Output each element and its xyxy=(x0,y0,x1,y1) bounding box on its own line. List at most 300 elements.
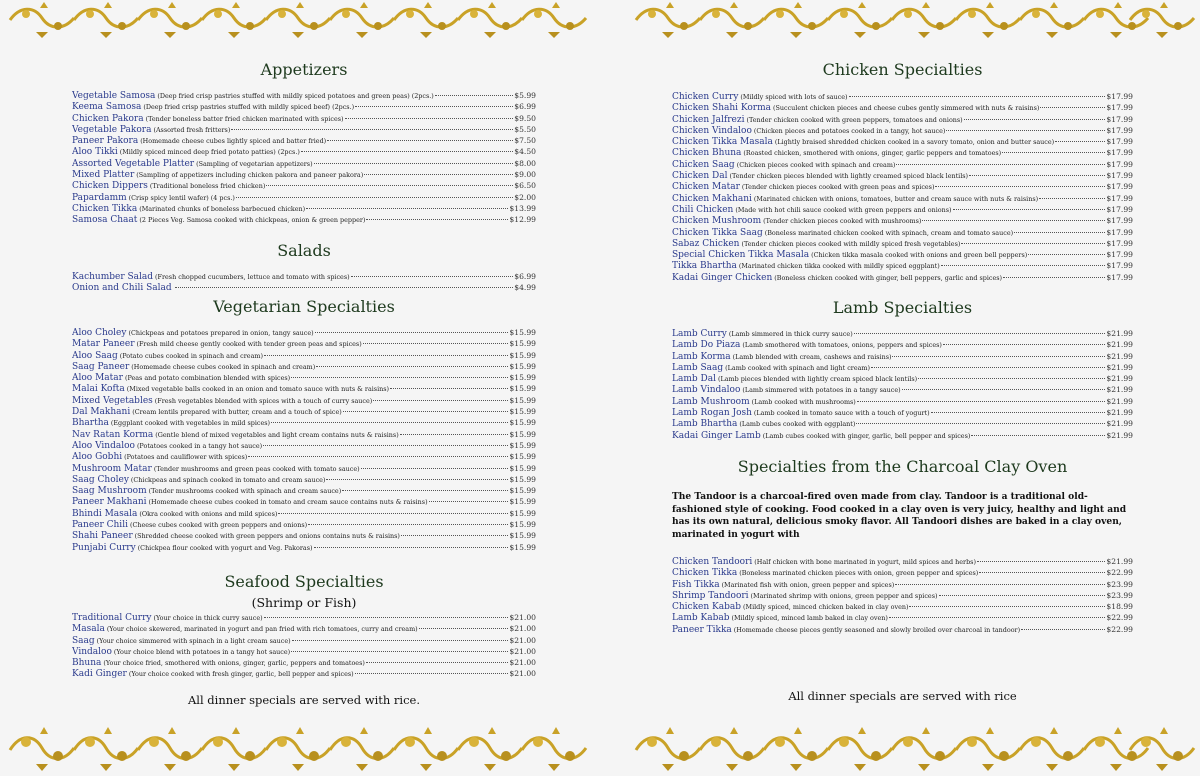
menu-item xyxy=(72,338,536,349)
menu-item-price: $15.99 xyxy=(509,407,536,417)
menu-item-name: Chicken Makhani xyxy=(672,193,752,204)
menu-item xyxy=(72,214,536,225)
dot-leader xyxy=(1002,152,1105,153)
menu-item-price: $6.99 xyxy=(514,102,536,112)
menu-item xyxy=(672,227,1133,238)
dot-leader xyxy=(364,174,513,175)
menu-item-price: $7.50 xyxy=(514,136,536,146)
menu-item-price: $15.99 xyxy=(509,350,536,360)
menu-item xyxy=(72,113,536,124)
menu-item-name: Saag Paneer xyxy=(72,361,130,372)
menu-item xyxy=(672,181,1133,192)
menu-item-name: Chicken Bhuna xyxy=(672,148,742,159)
menu-item xyxy=(72,372,536,383)
menu-item-price: $17.99 xyxy=(1106,182,1133,192)
menu-item-name: Shahi Paneer xyxy=(72,531,133,542)
dot-leader xyxy=(308,524,508,525)
menu-item xyxy=(72,158,536,169)
dot-leader xyxy=(236,197,513,198)
menu-item-price: $21.99 xyxy=(1106,329,1133,338)
menu-item-name: Lamb Saag xyxy=(672,362,724,373)
dot-leader xyxy=(961,243,1105,244)
dot-leader xyxy=(314,163,514,164)
menu-item-description: (Peas and potato combination blended with spices) xyxy=(124,374,291,383)
menu-item xyxy=(72,635,536,646)
dot-leader xyxy=(909,606,1105,607)
dot-leader xyxy=(355,673,509,674)
menu-item xyxy=(72,271,536,282)
dot-leader xyxy=(849,96,1106,97)
menu-item-price: $17.99 xyxy=(1106,92,1133,101)
dot-leader xyxy=(419,628,509,629)
ornamental-border-bottom xyxy=(0,724,1200,776)
menu-item-description: (Assorted fresh fritters) xyxy=(153,125,231,134)
menu-item-price: $18.99 xyxy=(1106,602,1133,612)
menu-item-price: $21.00 xyxy=(509,646,536,656)
menu-item-description: (Tender boneless batter fried chicken marinated with spices) xyxy=(145,114,344,123)
dot-leader xyxy=(326,479,508,480)
menu-item-price: $17.99 xyxy=(1106,193,1133,203)
menu-item-name: Lamb Kabab xyxy=(672,613,730,624)
dot-leader xyxy=(918,378,1105,379)
dot-leader xyxy=(977,561,1105,562)
dot-leader xyxy=(264,617,509,618)
menu-item-name: Kadai Ginger Chicken xyxy=(672,272,773,283)
menu-item-name: Aloo Saag xyxy=(72,350,118,361)
menu-item xyxy=(672,114,1133,125)
dot-leader xyxy=(401,535,509,536)
menu-item-description: (Marinated chicken tikka cooked with mildly spiced eggplant) xyxy=(738,262,940,271)
menu-item-description: (Fresh vegetables blended with spices with a touch of curry sauce) xyxy=(154,396,373,405)
menu-item-description: (Tender chicken pieces cooked with mushrooms) xyxy=(763,217,922,226)
menu-item-description: (Half chicken with bone marinated in yogurt, mild spices and herbs) xyxy=(754,558,976,566)
menu-item-price: $15.99 xyxy=(509,474,536,484)
menu-item-name: Punjabi Curry xyxy=(72,542,136,553)
menu-item-name: Chicken Tikka Masala xyxy=(672,137,773,148)
menu-item-price: $21.00 xyxy=(509,658,536,668)
menu-item-name: Malai Kofta xyxy=(72,384,125,395)
right-rice-note: All dinner specials are served with rice xyxy=(788,689,1017,703)
dot-leader xyxy=(291,651,508,652)
menu-item-description: (Marinated chunks of boneless barbecued chicken) xyxy=(139,204,306,213)
menu-item-name: Papardamm xyxy=(72,192,127,203)
tandoor-list xyxy=(672,556,1133,635)
menu-item-description: (Homemade cheese cubes cooked in spinach and cream) xyxy=(131,362,316,371)
menu-item-name: Chicken Tikka xyxy=(672,568,738,579)
menu-item xyxy=(72,169,536,180)
menu-item-name: Bhartha xyxy=(72,418,109,429)
dot-leader xyxy=(964,119,1106,120)
menu-item-price: $9.50 xyxy=(514,113,536,123)
menu-item-description: (Boneless chicken cooked with ginger, bell peppers, garlic and spices) xyxy=(774,273,1003,282)
menu-item-price: $21.00 xyxy=(509,669,536,679)
menu-item-price: $4.50 xyxy=(514,147,536,157)
menu-item-price: $21.00 xyxy=(509,624,536,634)
menu-item-price: $21.00 xyxy=(509,635,536,645)
menu-item-price: $21.99 xyxy=(1106,362,1133,372)
menu-item-name: Paneer Pakora xyxy=(72,136,139,147)
menu-item xyxy=(72,508,536,519)
menu-item-price: $15.99 xyxy=(509,395,536,405)
dot-leader xyxy=(979,572,1105,573)
menu-item-price: $17.99 xyxy=(1106,216,1133,226)
menu-item xyxy=(672,430,1133,441)
menu-item-price: $15.99 xyxy=(509,486,536,496)
menu-item-price: $15.99 xyxy=(509,463,536,473)
menu-item xyxy=(72,406,536,417)
menu-item-price: $15.99 xyxy=(509,418,536,428)
menu-item-name: Lamb Korma xyxy=(672,351,731,362)
menu-item-price: $13.99 xyxy=(509,203,536,213)
dot-leader xyxy=(400,434,509,435)
vegetarian-title: Vegetarian Specialties xyxy=(213,297,395,316)
menu-item-name: Lamb Rogan Josh xyxy=(672,408,752,419)
menu-item-price: $17.99 xyxy=(1106,125,1133,135)
dot-leader xyxy=(854,333,1106,334)
menu-item-price: $15.99 xyxy=(509,328,536,337)
menu-item-price: $22.99 xyxy=(1106,613,1133,623)
menu-item-description: (Crisp spicy lentil wafer) (4 pcs.) xyxy=(128,193,235,202)
menu-item-description: (Chickpeas and spinach cooked in tomato and cream sauce) xyxy=(130,475,326,484)
menu-item xyxy=(672,91,1133,102)
dot-leader xyxy=(889,617,1106,618)
menu-item-price: $2.00 xyxy=(514,192,536,202)
menu-item xyxy=(672,339,1133,350)
menu-item-description: (Sampling of appetizers including chicken pakora and paneer pakora) xyxy=(136,171,364,180)
menu-item-description: (Lamb cubes cooked with ginger, garlic, bell pepper and spices) xyxy=(762,431,971,440)
menu-item-name: Aloo Gobhi xyxy=(72,452,123,463)
dot-leader xyxy=(345,118,514,119)
menu-item-name: Chicken Curry xyxy=(672,92,739,102)
menu-item-price: $17.99 xyxy=(1106,261,1133,271)
dot-leader xyxy=(366,219,508,220)
dot-leader xyxy=(871,367,1105,368)
menu-item xyxy=(72,485,536,496)
menu-item-description: (Homemade cheese cubes cooked in tomato and cream sauce contains nuts & raisins) xyxy=(148,498,428,507)
menu-item-description: (Lamb cooked with spinach and light cream) xyxy=(725,363,870,372)
menu-item xyxy=(672,125,1133,136)
menu-item-name: Fish Tikka xyxy=(672,579,720,590)
menu-item-description: (Tender chicken pieces cooked with mildly spiced fresh vegetables) xyxy=(741,239,961,248)
dot-leader xyxy=(1039,198,1105,199)
dot-leader xyxy=(264,355,508,356)
menu-item-description: (Marinated fish with onion, green pepper and spices) xyxy=(721,580,895,589)
menu-item xyxy=(72,124,536,135)
menu-item-description: (Your choice blend with potatoes in a tangy hot sauce) xyxy=(113,647,291,656)
menu-item-price: $23.99 xyxy=(1106,590,1133,600)
menu-item-description: (Tender mushrooms and green peas cooked with tomato sauce) xyxy=(153,464,360,473)
menu-item xyxy=(72,440,536,451)
menu-item xyxy=(72,612,536,623)
salads-list xyxy=(72,271,536,294)
menu-item xyxy=(672,215,1133,226)
menu-item-price: $5.99 xyxy=(514,91,536,100)
menu-item-description: (Your choice fried, smothered with onions, ginger, garlic, peppers and tomatoes) xyxy=(103,659,365,668)
dot-leader xyxy=(231,129,513,130)
chicken-title: Chicken Specialties xyxy=(822,60,983,79)
menu-item-description: (Tender mushrooms cooked with spinach and cream sauce) xyxy=(148,487,342,496)
menu-item-price: $21.99 xyxy=(1106,374,1133,384)
menu-item-name: Lamb Mushroom xyxy=(672,396,750,407)
appetizers-title: Appetizers xyxy=(260,60,348,79)
menu-item-description: (Your choice skewered, marinated in yogurt and pan fried with rich tomatoes, curry and cream) xyxy=(106,625,418,634)
menu-item-name: Saag Mushroom xyxy=(72,486,147,497)
menu-item-description: (Lamb cubes cooked with eggplant) xyxy=(739,420,856,429)
dot-leader xyxy=(342,490,508,491)
menu-item xyxy=(672,147,1133,158)
dot-leader xyxy=(969,175,1105,176)
dot-leader xyxy=(922,220,1105,221)
menu-item-price: $21.00 xyxy=(509,613,536,622)
menu-item-price: $17.99 xyxy=(1106,238,1133,248)
menu-item xyxy=(672,624,1133,635)
menu-item-name: Matar Paneer xyxy=(72,339,135,350)
menu-item xyxy=(672,362,1133,373)
dot-leader xyxy=(971,435,1105,436)
dot-leader xyxy=(306,208,508,209)
menu-item-name: Sabaz Chicken xyxy=(672,238,740,249)
menu-item-price: $17.99 xyxy=(1106,137,1133,147)
menu-item-price: $15.99 xyxy=(509,440,536,450)
menu-item-price: $17.99 xyxy=(1106,250,1133,260)
menu-item-name: Paneer Tikka xyxy=(672,624,732,635)
dot-leader xyxy=(301,151,513,152)
menu-item xyxy=(672,601,1133,612)
menu-item xyxy=(72,542,536,553)
dot-leader xyxy=(390,388,508,389)
ornamental-border-top xyxy=(0,0,1200,40)
menu-item-name: Special Chicken Tikka Masala xyxy=(672,250,810,261)
menu-item-description: (Chickpeas and potatoes prepared in onion, tangy sauce) xyxy=(128,329,314,337)
menu-item-name: Traditional Curry xyxy=(72,613,152,623)
menu-item xyxy=(72,203,536,214)
menu-item xyxy=(672,159,1133,170)
menu-item xyxy=(72,282,536,293)
menu-item-name: Lamb Vindaloo xyxy=(672,385,741,396)
dot-leader xyxy=(363,343,509,344)
menu-item-name: Lamb Curry xyxy=(672,329,727,339)
menu-item-name: Samosa Chaat xyxy=(72,215,138,226)
menu-item-name: Chicken Shahi Korma xyxy=(672,103,772,114)
menu-item-price: $15.99 xyxy=(509,520,536,530)
dot-leader xyxy=(953,209,1106,210)
lamb-title: Lamb Specialties xyxy=(832,298,973,317)
menu-item-price: $21.99 xyxy=(1106,430,1133,440)
menu-item-price: $23.99 xyxy=(1106,579,1133,589)
menu-item-price: $6.99 xyxy=(514,272,536,281)
menu-item-name: Chicken Dippers xyxy=(72,181,148,192)
dot-leader xyxy=(315,332,509,333)
menu-item-name: Chicken Tandoori xyxy=(672,557,753,567)
menu-item xyxy=(672,238,1133,249)
dot-leader xyxy=(943,344,1106,345)
menu-item-price: $21.99 xyxy=(1106,419,1133,429)
menu-item-price: $21.99 xyxy=(1106,385,1133,395)
menu-item-description: (2 Pieces Veg. Samosa cooked with chickpeas, onion & green pepper) xyxy=(139,216,366,225)
menu-item-name: Lamb Bhartha xyxy=(672,419,738,430)
menu-item-name: Paneer Chili xyxy=(72,520,128,531)
menu-item-price: $15.99 xyxy=(509,508,536,518)
menu-item-description: (Homemade cheese cubes lightly spiced and batter fried) xyxy=(140,137,327,146)
menu-item-name: Aloo Choley xyxy=(72,328,127,338)
menu-item xyxy=(672,556,1133,567)
menu-item-description: (Tender chicken cooked with green peppers, tomatoes and onions) xyxy=(746,115,963,124)
menu-item-description: (Boneless marinated chicken cooked with spinach, cream and tomato sauce) xyxy=(764,228,1014,237)
menu-item-name: Vindaloo xyxy=(72,646,112,657)
dot-leader xyxy=(366,662,509,663)
menu-item-description: (Eggplant cooked with vegetables in mild spices) xyxy=(110,419,271,428)
menu-item-description: (Lightly braised shredded chicken cooked in a savory tomato, onion and butter sauce) xyxy=(774,138,1055,147)
menu-item-description: (Marinated chicken with onions, tomatoes, butter and cream sauce with nuts & raisins) xyxy=(753,194,1039,203)
menu-item xyxy=(672,418,1133,429)
menu-item-price: $17.99 xyxy=(1106,114,1133,124)
dot-leader xyxy=(1028,254,1105,255)
menu-item xyxy=(72,646,536,657)
menu-item-description: (Mildly spiced minced deep fried potato patties) (2pcs.) xyxy=(119,148,300,157)
menu-item-price: $17.99 xyxy=(1106,148,1133,158)
menu-item-price: $22.99 xyxy=(1106,568,1133,578)
dot-leader xyxy=(316,366,508,367)
menu-item-description: (Okra cooked with onions and mild spices) xyxy=(139,509,278,518)
menu-item-description: (Your choice cooked with fresh ginger, garlic, bell pepper and spices) xyxy=(128,670,354,679)
menu-item-price: $15.99 xyxy=(509,384,536,394)
dot-leader xyxy=(291,377,508,378)
dot-leader xyxy=(248,456,508,457)
menu-item-price: $15.99 xyxy=(509,339,536,349)
dot-leader xyxy=(896,164,1105,165)
menu-item-description: (Chickpea flour cooked with yogurt and Veg. Pakoras) xyxy=(137,543,313,552)
menu-item-description: (Cream lentils prepared with butter, cream and a touch of spice) xyxy=(132,408,342,417)
dot-leader xyxy=(361,468,509,469)
menu-item-name: Tikka Bhartha xyxy=(672,261,737,272)
menu-item-name: Mixed Vegetables xyxy=(72,395,153,406)
dot-leader xyxy=(1003,277,1105,278)
menu-item-description: (Your choice in thick curry sauce) xyxy=(153,614,263,622)
menu-item-name: Bhindi Masala xyxy=(72,508,138,519)
menu-item-name: Paneer Makhani xyxy=(72,497,147,508)
menu-item-name: Mushroom Matar xyxy=(72,463,152,474)
menu-item-description: (Tender chicken pieces blended with lightly creamed spiced black lentils) xyxy=(729,172,969,181)
dot-leader xyxy=(351,276,514,277)
dot-leader xyxy=(895,584,1105,585)
menu-item-price: $15.99 xyxy=(509,429,536,439)
menu-item xyxy=(672,136,1133,147)
menu-item xyxy=(672,272,1133,283)
menu-item-price: $12.99 xyxy=(509,215,536,225)
menu-item-description: (Roasted chicken, smothered with onions, ginger, garlic peppers and tomatoes) xyxy=(743,149,1002,158)
dot-leader xyxy=(271,422,508,423)
menu-item-price: $21.99 xyxy=(1106,408,1133,418)
menu-item-name: Kadai Ginger Lamb xyxy=(672,430,761,441)
dot-leader xyxy=(941,265,1106,266)
menu-item xyxy=(72,101,536,112)
menu-item xyxy=(672,204,1133,215)
menu-item xyxy=(72,383,536,394)
menu-item-description: (Lamb simmered with potatoes in a tangy sauce) xyxy=(742,386,901,395)
menu-item-description: (Lamb cooked in tomato sauce with a touch of yogurt) xyxy=(753,409,930,418)
menu-item-price: $9.00 xyxy=(514,170,536,180)
dot-leader xyxy=(857,401,1106,402)
menu-item-price: $17.99 xyxy=(1106,204,1133,214)
gold-floral-border-icon xyxy=(0,724,1200,776)
menu-item-description: (Mixed vegetable balls cooked in an onion and tomato sauce with nuts & raisins) xyxy=(126,385,390,394)
menu-item-name: Vegetable Samosa xyxy=(72,91,156,101)
menu-item xyxy=(72,327,536,338)
menu-item-description: (Deep fried crisp pastries stuffed with mildly spiced beef) (2pcs.) xyxy=(143,103,355,112)
menu-item xyxy=(72,474,536,485)
menu-item-description: (Made with hot chili sauce cooked with green peppers and onions) xyxy=(735,205,952,214)
menu-item xyxy=(672,170,1133,181)
menu-item xyxy=(72,192,536,203)
menu-item xyxy=(72,668,536,679)
dot-leader xyxy=(435,95,513,96)
menu-item-description: (Fresh mild cheese gently cooked with tender green peas and spices) xyxy=(136,340,362,349)
dot-leader xyxy=(278,513,508,514)
salads-title: Salads xyxy=(277,241,331,260)
menu-item xyxy=(672,193,1133,204)
menu-item-name: Chicken Tikka Saag xyxy=(672,227,763,238)
dot-leader xyxy=(429,501,509,502)
dot-leader xyxy=(266,185,513,186)
menu-item xyxy=(672,396,1133,407)
chicken-list xyxy=(672,91,1133,283)
dot-leader xyxy=(946,130,1105,131)
menu-item-price: $17.99 xyxy=(1106,227,1133,237)
menu-item-description: (Homemade cheese pieces gently seasoned and slowly broiled over charcoal in tandoor) xyxy=(733,625,1021,634)
menu-item-description: (Fresh chopped cucumbers, lettuce and tomato with spices) xyxy=(155,273,350,281)
dot-leader xyxy=(935,186,1105,187)
menu-item-description: (Your choice simmered with spinach in a light cream sauce) xyxy=(96,636,291,645)
menu-item-name: Onion and Chili Salad xyxy=(72,283,172,294)
menu-item-name: Aloo Tikki xyxy=(72,147,118,158)
menu-item-price: $21.99 xyxy=(1106,557,1133,566)
menu-item-price: $17.99 xyxy=(1106,103,1133,113)
menu-item-name: Chicken Dal xyxy=(672,171,728,182)
menu-item-description: (Deep fried crisp pastries stuffed with mildly spiced potatoes and green peas) (2pcs.) xyxy=(157,92,434,100)
menu-item-description: (Traditional boneless fried chicken) xyxy=(149,182,266,191)
menu-item-price: $17.99 xyxy=(1106,159,1133,169)
menu-item-description: (Lamb simmered in thick curry sauce) xyxy=(728,330,853,338)
menu-item-price: $15.99 xyxy=(509,542,536,552)
menu-item-price: $15.99 xyxy=(509,452,536,462)
menu-item-price: $4.99 xyxy=(514,283,536,293)
menu-item-price: $15.99 xyxy=(509,531,536,541)
menu-item-name: Assorted Vegetable Platter xyxy=(72,158,195,169)
menu-item xyxy=(72,395,536,406)
menu-item-name: Kadi Ginger xyxy=(72,669,127,680)
menu-item-name: Lamb Dal xyxy=(672,374,716,385)
vegetarian-list xyxy=(72,327,536,553)
menu-item-name: Chicken Jalfrezi xyxy=(672,114,745,125)
menu-item xyxy=(672,590,1133,601)
dot-leader xyxy=(856,423,1105,424)
menu-item xyxy=(72,350,536,361)
menu-item-description: (Sampling of vegetarian appetizers) xyxy=(196,159,313,168)
dot-leader xyxy=(902,389,1106,390)
menu-item-description: (Marinated shrimp with onions, green pepper and spices) xyxy=(750,591,938,600)
menu-item xyxy=(72,361,536,372)
menu-item xyxy=(72,519,536,530)
menu-item-description: (Potato cubes cooked in spinach and cream) xyxy=(119,351,263,360)
menu-item-description: (Shredded cheese cooked with green peppers and onions contains nuts & raisins) xyxy=(134,532,400,541)
menu-item-name: Saag Choley xyxy=(72,474,129,485)
menu-item xyxy=(72,623,536,634)
menu-item-description: (Lamb blended with cream, cashews and raisins) xyxy=(732,352,892,361)
dot-leader xyxy=(355,106,513,107)
menu-item-price: $15.99 xyxy=(509,497,536,507)
menu-item-name: Mixed Platter xyxy=(72,170,135,181)
seafood-list xyxy=(72,612,536,680)
